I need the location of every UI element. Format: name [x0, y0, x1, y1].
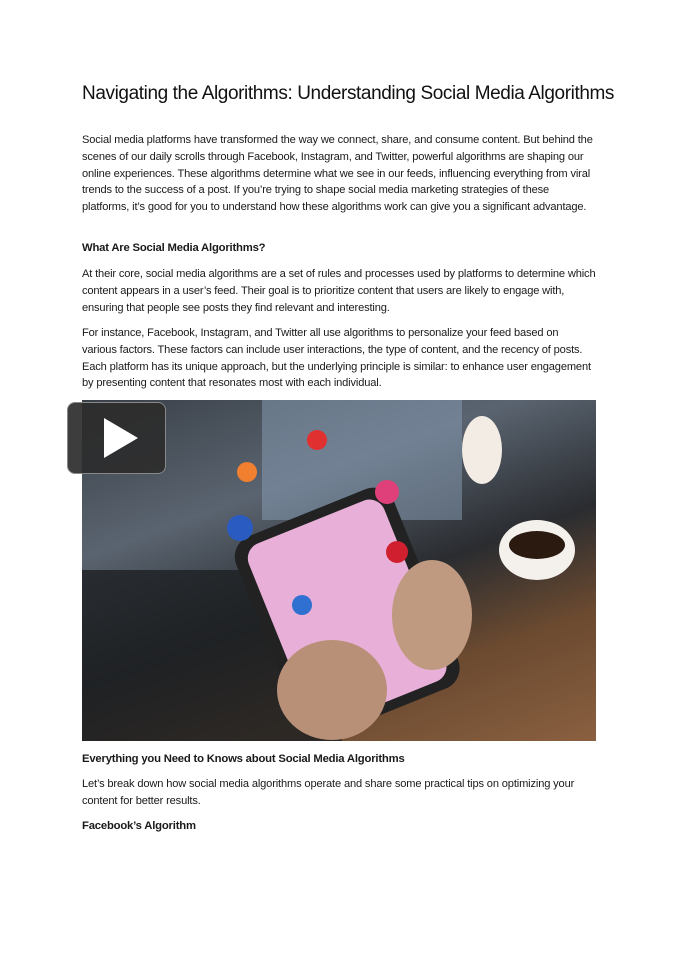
section-heading: Facebook’s Algorithm — [82, 820, 196, 832]
paragraph: At their core, social media algorithms are a set of rules and processes used by platforms to determine which content appears in a user’s feed. Their goal is to prioritize content that users are likely to engage with, ensuring that people see posts they find relevant and interesting. — [82, 268, 596, 314]
section-heading: Everything you Need to Knows about Social Media Algorithms — [82, 753, 405, 765]
paragraph: For instance, Facebook, Instagram, and Twitter all use algorithms to personalize your feed based on various factors. These factors can include user interactions, the type of content, and the recency of posts. Each platform has its unique approach, but the underlying principle is similar: to enhance user engagement by presenting content that resonates most with each individual. — [82, 327, 591, 390]
paragraph: Let’s break down how social media algorithms operate and share some practical tips on optimizing your content for better results. — [82, 778, 575, 807]
section-heading: What Are Social Media Algorithms? — [82, 242, 266, 254]
play-video-button[interactable] — [67, 402, 166, 474]
page-title: Navigating the Algorithms: Understanding Social Media Algorithms — [82, 83, 615, 104]
intro-paragraph: Social media platforms have transformed the way we connect, share, and consume content. But behind the scenes of our daily scrolls through Facebook, Instagram, and Twitter, powerful algorithms are shaping our online experiences. These algorithms determine what we see in our feeds, influencing everything from viral trends to the success of a post. If you’re trying to shape social media marketing strategies of these platforms, it’s good for you to understand how these algorithms work can give you a significant advantage. — [82, 134, 593, 214]
